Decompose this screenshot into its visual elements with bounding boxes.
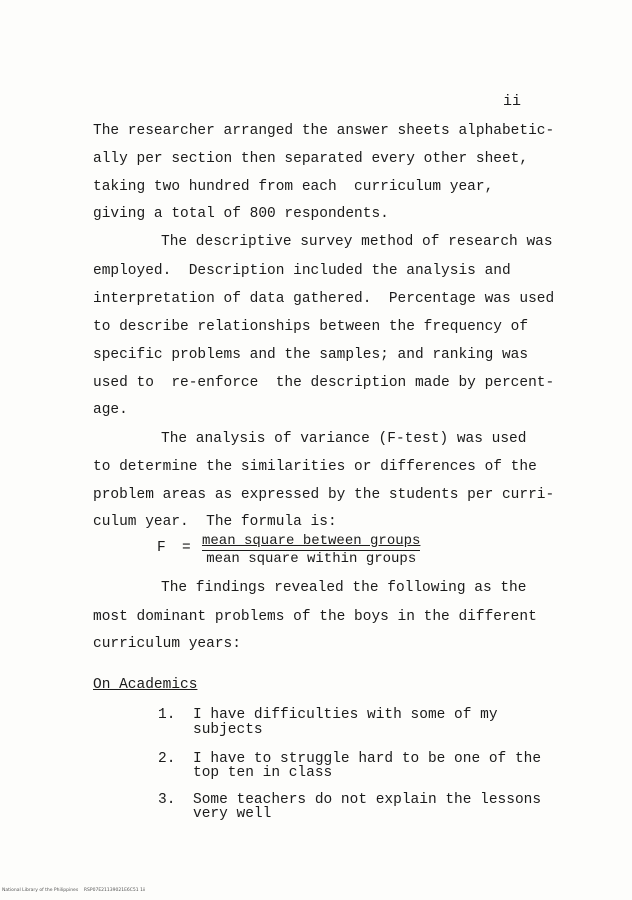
formula-fraction [202,534,420,567]
paragraph-4-line-3: curriculum years: [93,636,241,652]
paragraph-1-line-1: The researcher arranged the answer sheets alphabetic- [93,123,555,139]
paragraph-2-line-4: to describe relationships between the frequency of [93,319,529,335]
paragraph-3-line-4: culum year. The formula is: [93,514,337,530]
list-item-line: I have difficulties with some of my [193,707,498,723]
page-number: ii [503,93,522,110]
list-item-number: 2. [158,751,176,767]
formula-variable: F [157,540,166,556]
list-item-number: 3. [158,792,176,808]
list-item-number: 1. [158,707,176,723]
paragraph-3-line-3: problem areas as expressed by the students per curri- [93,487,555,503]
paragraph-1-line-3: taking two hundred from each curriculum year, [93,179,494,195]
paragraph-3-line-1: The analysis of variance (F-test) was used [161,431,527,447]
list-item-line: very well [193,806,272,822]
list-item-line: Some teachers do not explain the lessons [193,792,542,808]
formula-denominator: mean square within groups [206,551,417,567]
paragraph-1-line-4: giving a total of 800 respondents. [93,206,389,222]
section-heading: On Academics [93,677,198,693]
list-item-line: I have to struggle hard to be one of the [193,751,542,767]
paragraph-2-line-5: specific problems and the samples; and ranking was [93,347,529,363]
formula-equals: = [182,540,191,556]
paragraph-4-line-1: The findings revealed the following as the [161,580,527,596]
list-item-line: top ten in class [193,765,333,781]
page-footer: National Library of the Philippines RSP07E21139021E6C51 1ii [2,888,146,893]
list-item-line: subjects [193,722,263,738]
paragraph-2-line-7: age. [93,402,128,418]
paragraph-2-line-2: employed. Description included the analysis and [93,263,511,279]
formula-numerator: mean square between groups [202,533,421,549]
paragraph-1-line-2: ally per section then separated every other sheet, [93,151,529,167]
paragraph-2-line-1: The descriptive survey method of research was [161,234,553,250]
paragraph-3-line-2: to determine the similarities or differences of the [93,459,537,475]
paragraph-2-line-6: used to re-enforce the description made by percent- [93,375,555,391]
paragraph-4-line-2: most dominant problems of the boys in the different [93,609,537,625]
paragraph-2-line-3: interpretation of data gathered. Percentage was used [93,291,555,307]
